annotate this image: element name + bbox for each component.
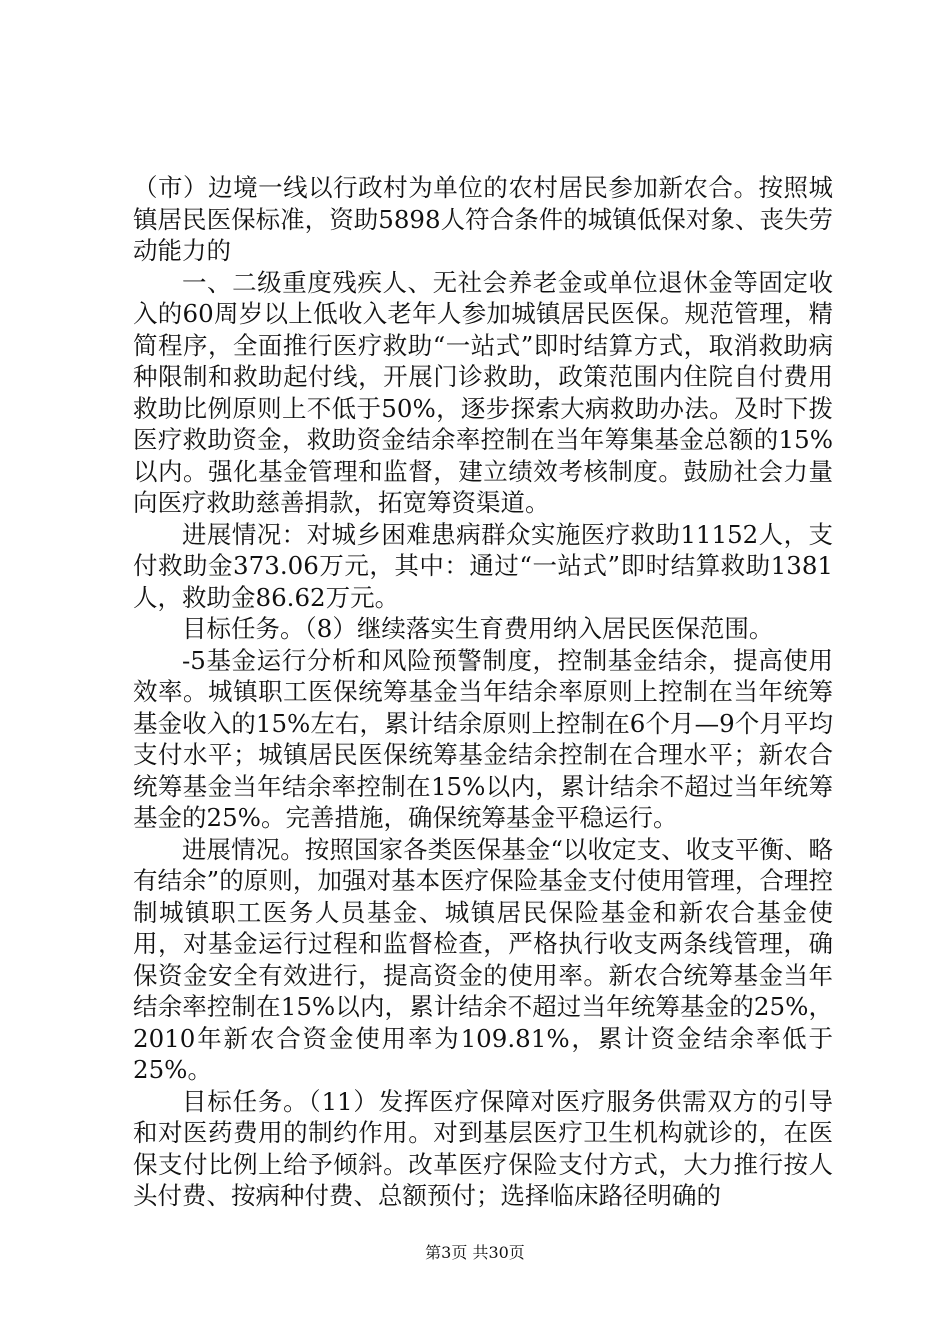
paragraph-4: 目标任务。（8）继续落实生育费用纳入居民医保范围。 <box>182 614 774 643</box>
paragraph-2: 一、二级重度残疾人、无社会养老金或单位退休金等固定收入的60周岁以上低收入老年人参加城镇居民医保。规范管理，精简程序，全面推行医疗救助“一站式”即时结算方式，取消救助病种限制和救助起付线，开展门诊救助，政策范围内住院自付费用救助比例原则上不低于50%，逐步探索大病救助办法。及时下拨医疗救助资金，救助资金结余率控制在当年筹集基金总额的15%以内。强化基金管理和监督，建立绩效考核制度。鼓励社会力量向医疗救助慈善捐款，拓宽筹资渠道。 <box>133 267 833 517</box>
page-footer: 第3页 共30页 <box>425 1243 525 1262</box>
paragraph-1: （市）边境一线以行政村为单位的农村居民参加新农合。按照城镇居民医保标准，资助5898人符合条件的城镇低保对象、丧失劳动能力的 <box>133 173 833 265</box>
paragraph-3: 进展情况：对城乡困难患病群众实施医疗救助11152人，支付救助金373.06万元，其中：通过“一站式”即时结算救助1381人，救助金86.62万元。 <box>133 519 833 612</box>
paragraph-7: 目标任务。（11）发挥医疗保障对医疗服务供需双方的引导和对医药费用的制约作用。对到基层医疗卫生机构就诊的，在医保支付比例上给予倾斜。改革医疗保险支付方式，大力推行按人头付费、按病种付费、总额预付；选择临床路径明确的 <box>133 1086 833 1210</box>
paragraph-6: 进展情况。按照国家各类医保基金“以收定支、收支平衡、略有结余”的原则，加强对基本医疗保险基金支付使用管理，合理控制城镇职工医务人员基金、城镇居民保险基金和新农合基金使用，对基金运行过程和监督检查，严格执行收支两条线管理，确保资金安全有效进行，提高资金的使用率。新农合统筹基金当年结余率控制在15%以内，累计结余不超过当年统筹基金的25%，2010年新农合资金使用率为109.81%，累计资金结余率低于25%。 <box>133 834 833 1084</box>
document-body <box>133 172 833 1212</box>
paragraph-5: -5基金运行分析和风险预警制度，控制基金结余，提高使用效率。城镇职工医保统筹基金当年结余率原则上控制在当年统筹基金收入的15%左右，累计结余原则上控制在6个月—9个月平均支付水平；城镇居民医保统筹基金结余控制在合理水平；新农合统筹基金当年结余率控制在15%以内，累计结余不超过当年统筹基金的25%。完善措施，确保统筹基金平稳运行。 <box>133 645 833 832</box>
